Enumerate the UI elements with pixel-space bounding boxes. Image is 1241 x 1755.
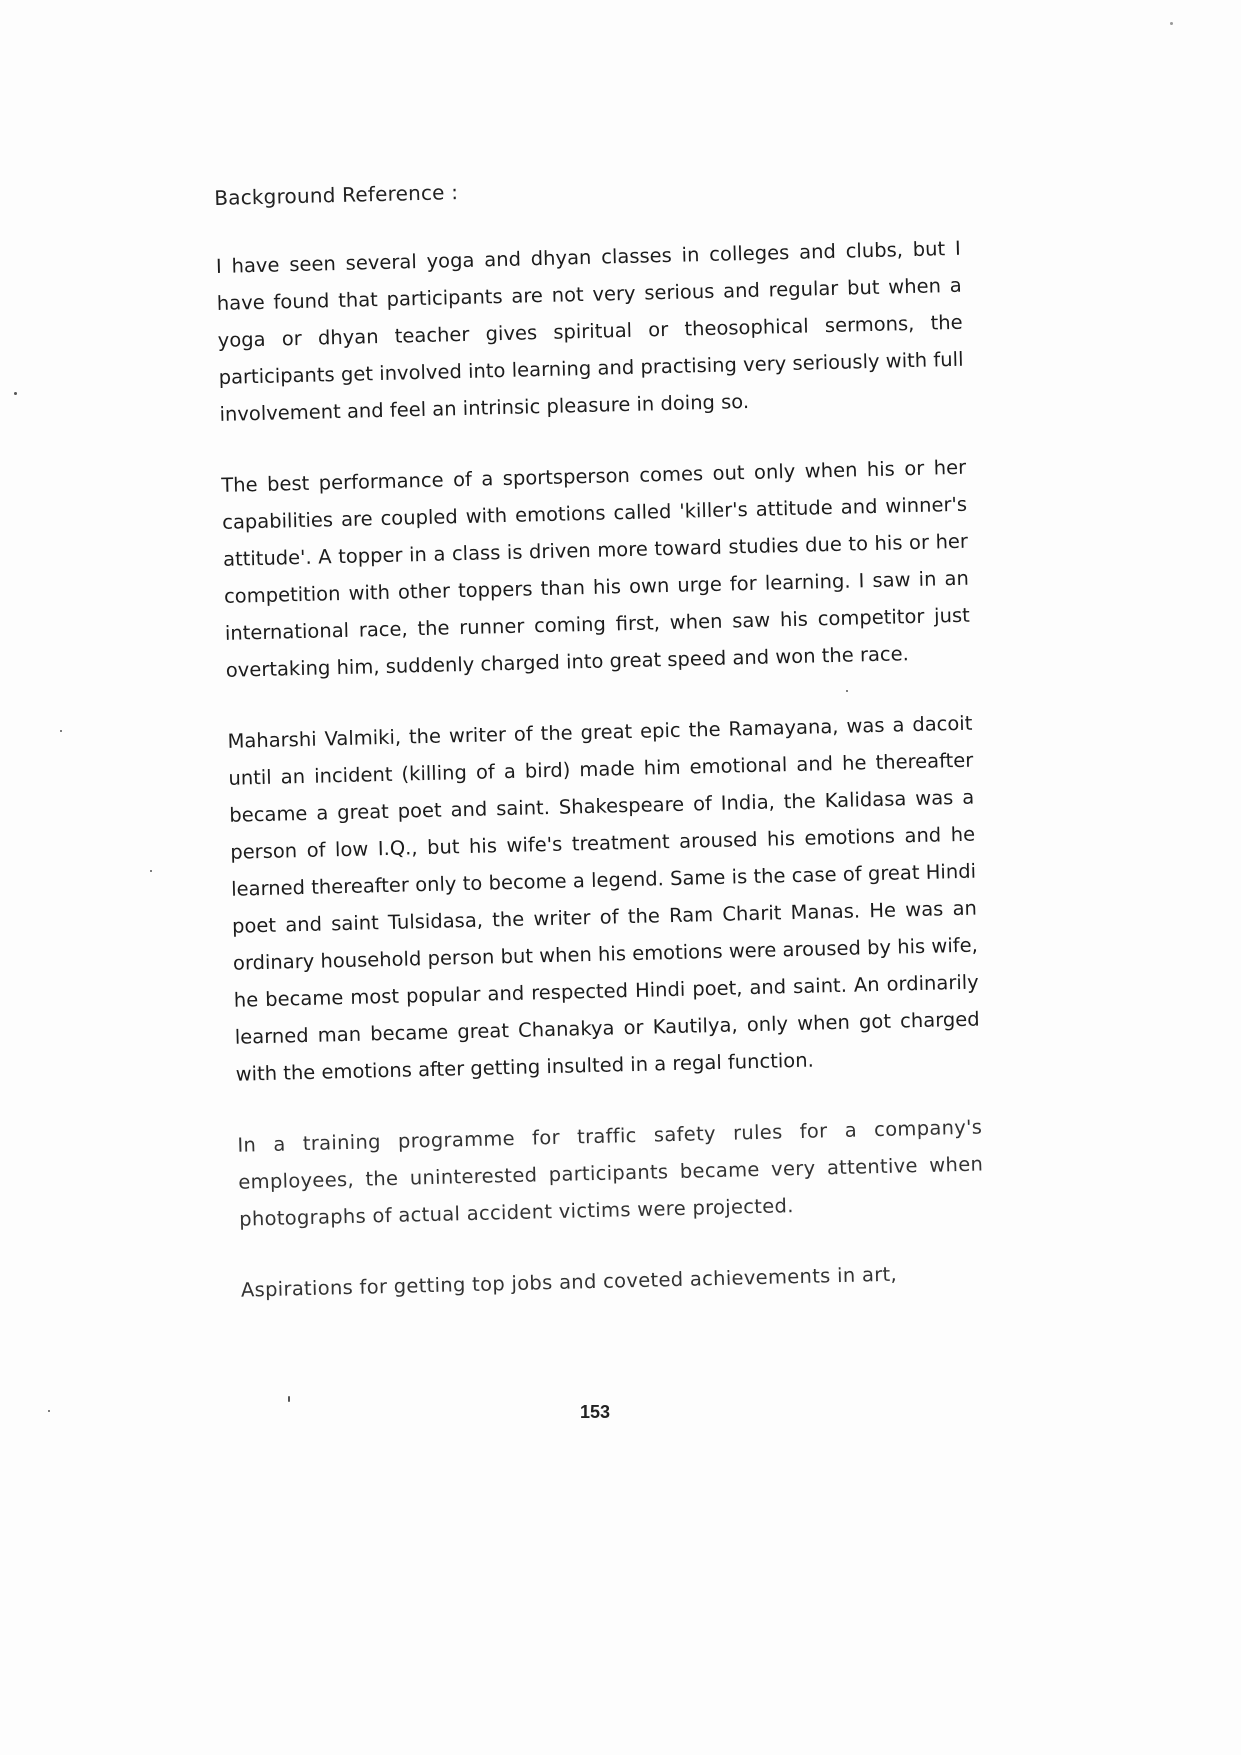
page-content [214,168,987,1343]
paragraph-aspirations: Aspirations for getting top jobs and coveted achievements in art, [240,1262,898,1302]
paragraph-traffic-safety: In a training programme for traffic safety rules for a company's employees, the uninterested participants became very attentive when photographs of actual accident victims were projected. [237,1115,984,1231]
scan-speck [1170,22,1173,25]
scan-speck [150,870,152,872]
scan-speck [288,1396,290,1402]
scan-speck [14,392,17,395]
section-heading: Background Reference : [214,180,459,210]
scan-speck [846,690,848,692]
scan-speck [60,730,62,732]
paragraph-sportsperson: The best performance of a sportsperson comes out only when his or her capabilities are coupled with emotions called 'killer's attitude and winner's attitude'. A topper in a class is driven more toward studies due to his or her competition with other toppers than his own urge for learning. I saw in an international race, the runner coming first, when saw his competitor just overtaking him, suddenly charged into great speed and won the race. [221,455,970,682]
page-number: 153 [580,1402,611,1422]
scan-speck [48,1410,50,1412]
paragraph-valmiki-kalidasa: Maharshi Valmiki, the writer of the great epic the Ramayana, was a dacoit until an incident (killing of a bird) made him emotional and he thereafter became a great poet and saint. Shakespeare of India, the Kalidasa was a person of low I.Q., but his wife's treatment aroused his emotions and he learned thereafter only to become a legend. Same is the case of great Hindi poet and saint Tulsidasa, the writer of the Ram Charit Manas. He was an ordinary household person but when his emotions were aroused by his wife, he became most popular and respected Hindi poet, and saint. An ordinarily learned man became great Chanakya or Kautilya, only when got charged with the emotions after getting insulted in a regal function. [227,711,980,1086]
paragraph-yoga-dhyan: I have seen several yoga and dhyan classes in colleges and clubs, but I have found that participants are not very serious and regular but when a yoga or dhyan teacher gives spiritual or theosophical sermons, the participants get involved into learning and practising very seriously with full involvement and feel an intrinsic pleasure in doing so. [215,236,964,426]
